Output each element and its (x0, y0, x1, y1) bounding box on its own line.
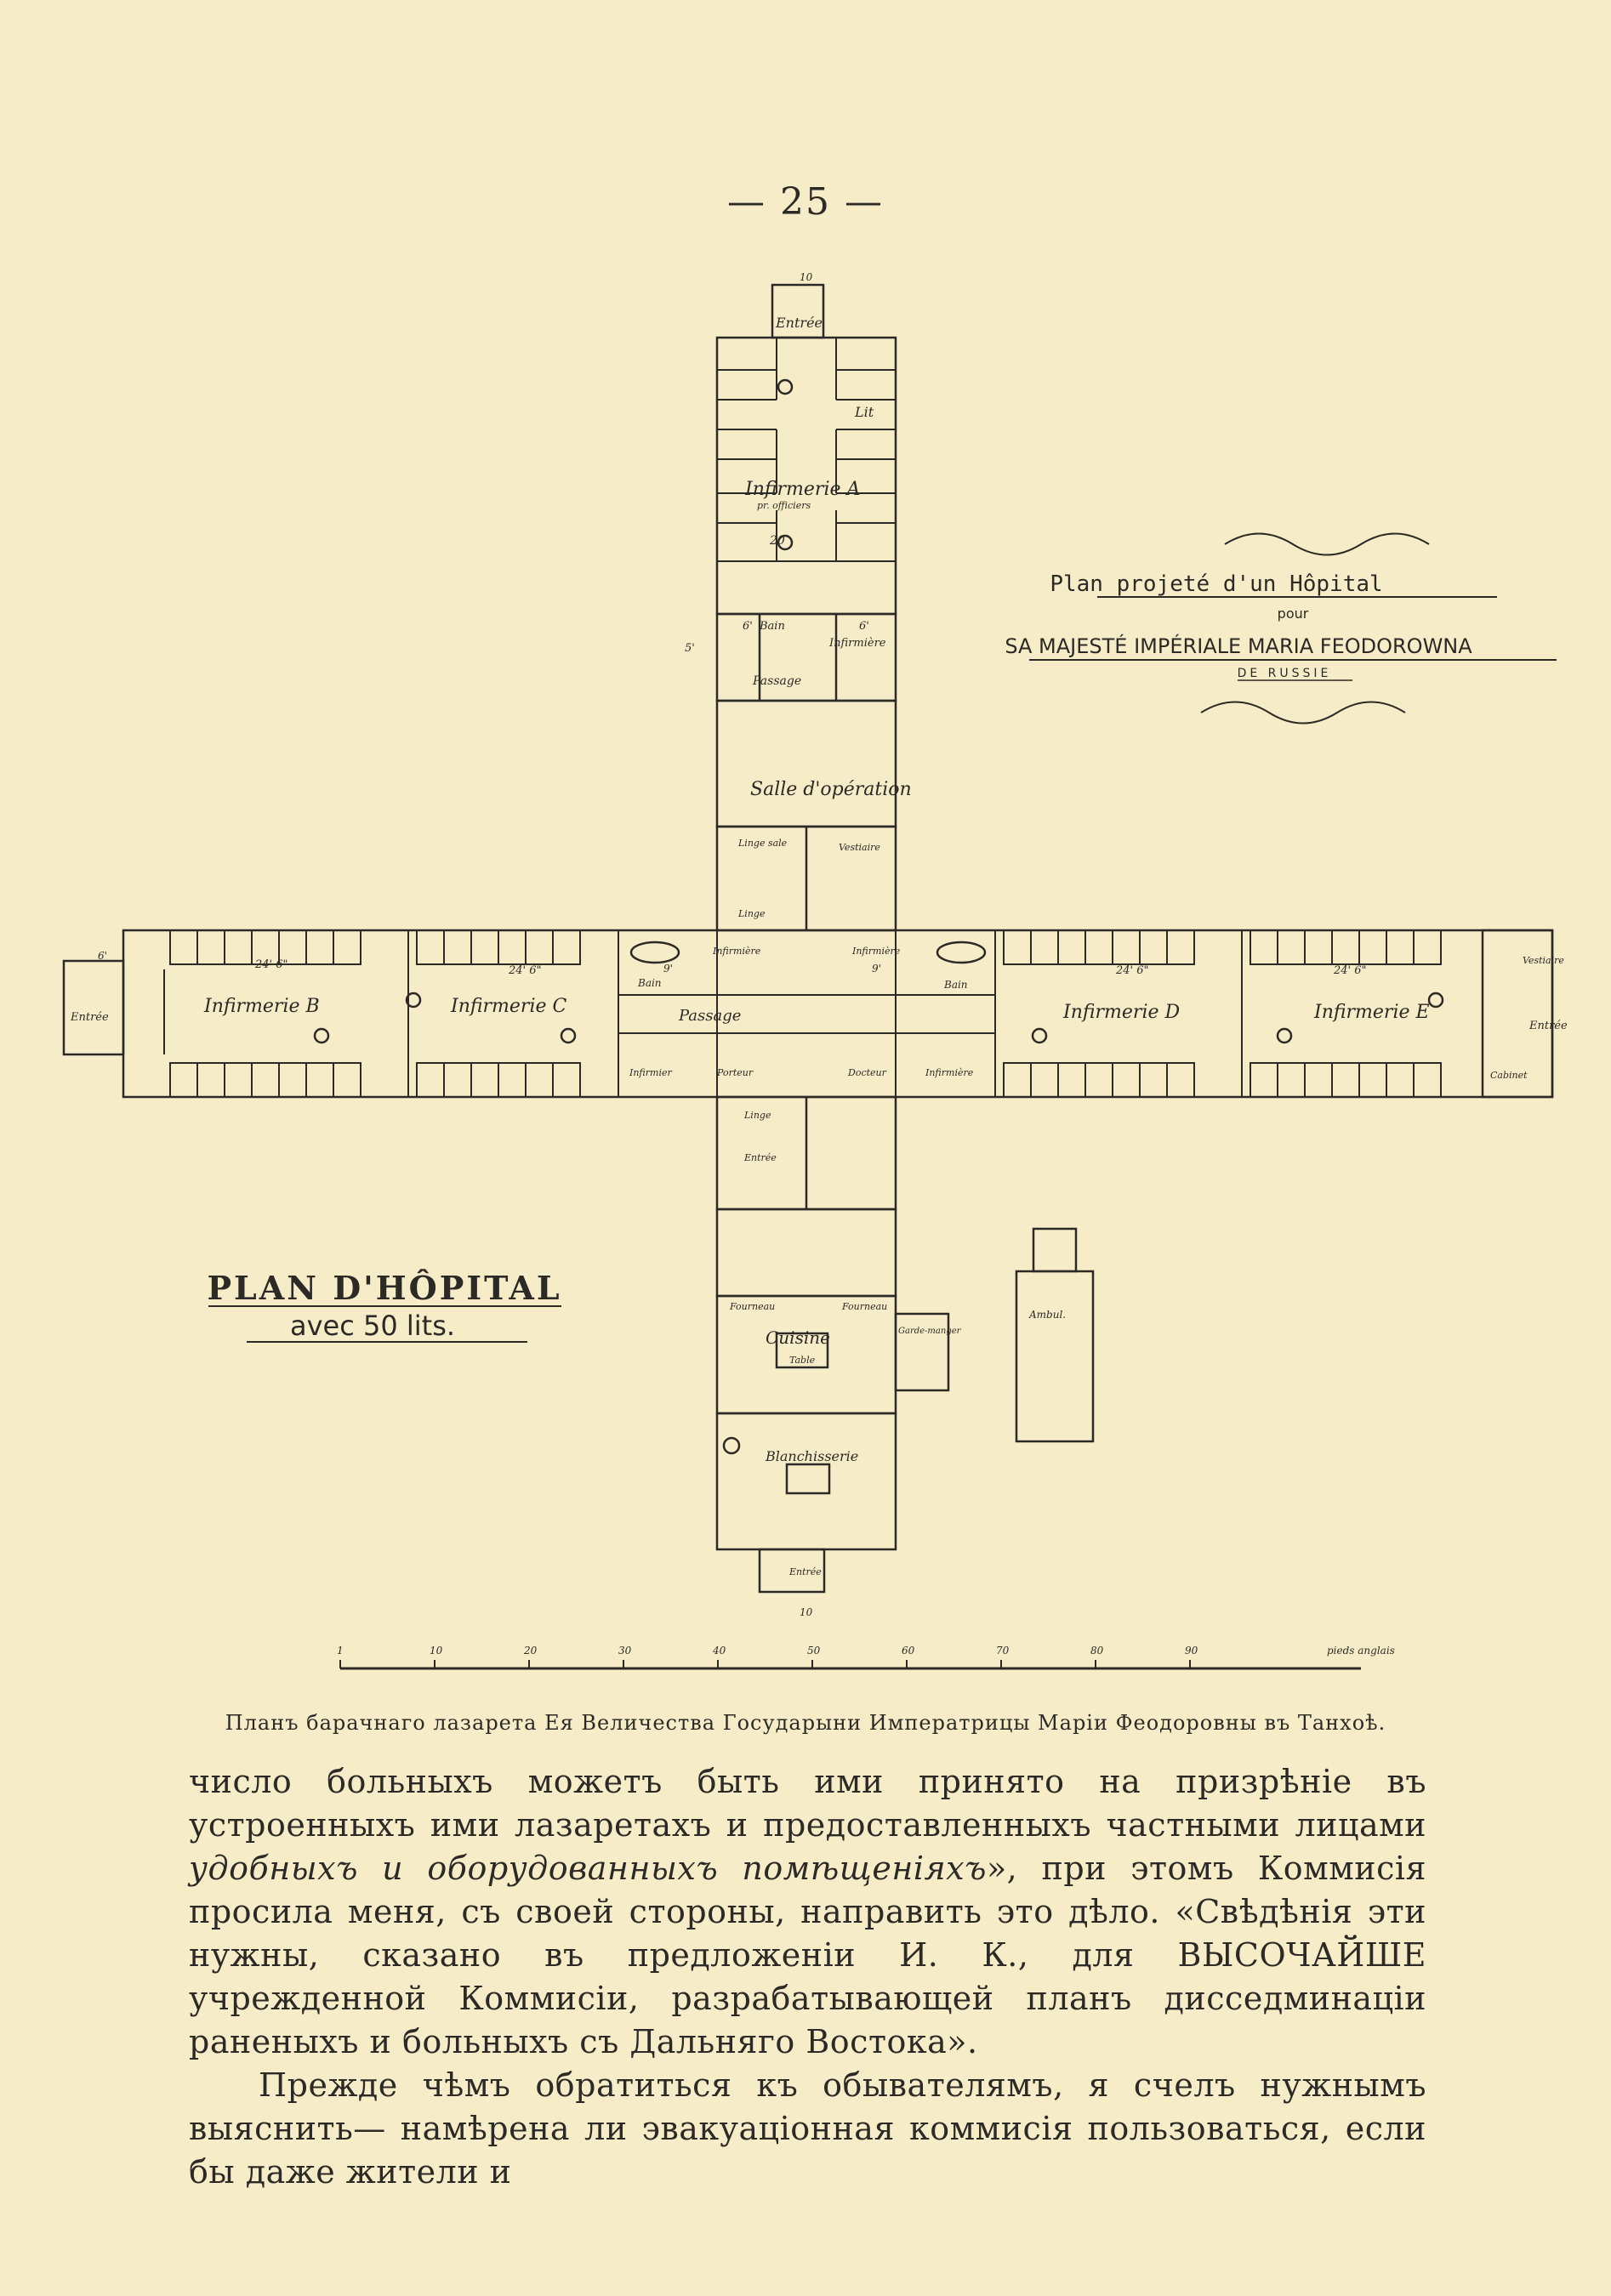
label-infirmiere-l: Infirmière (713, 946, 761, 957)
ornament-bottom-icon (1201, 702, 1405, 724)
label-fourneau-l: Fourneau (730, 1301, 776, 1312)
plan-subtitle-line1: PLAN D'HÔPITAL (207, 1269, 562, 1307)
scale-tick: 60 (902, 1645, 915, 1657)
paragraph-1-emphasis: удобныхъ и оборудованныхъ помѣщеніяхъ (189, 1850, 987, 1887)
label-ambulance: Ambul. (1029, 1309, 1067, 1321)
label-bain-l: Bain (638, 977, 662, 989)
page-number: — 25 — (727, 180, 884, 224)
label-vestiaire: Vestiaire (839, 842, 880, 853)
label-infirmier: Infirmier (629, 1067, 672, 1078)
scale-tick: 20 (524, 1645, 538, 1657)
label-infirmiere-a: Infirmière (829, 637, 886, 650)
paragraph-1-part1: число больныхъ можетъ быть ими принято на призрѣніе въ устроенныхъ ими лазаретахъ и предоставленныхъ частными лицами (189, 1763, 1426, 1844)
wall-blanchisserie (717, 1413, 896, 1549)
scale-tick: 1 (337, 1645, 344, 1657)
label-dim-5: 5' (685, 642, 695, 655)
label-dim-10b: 10 (800, 1606, 813, 1618)
wall-ambul-porch (1033, 1229, 1076, 1271)
wall-ambul (1016, 1271, 1093, 1441)
label-dim-20: 20 (770, 534, 785, 548)
label-infirmerie-d: Infirmerie D (1063, 1002, 1181, 1023)
label-garde-manger: Garde-manger (898, 1327, 961, 1336)
label-bain-a: Bain (760, 620, 785, 633)
figure-caption: Планъ барачнаго лазарета Ея Величества Государыни Императрицы Маріи Феодоровны въ Танхоѣ. (225, 1711, 1386, 1735)
label-infirmerie-a: Infirmerie A (745, 479, 861, 500)
label-linge-sale: Linge sale (738, 838, 788, 849)
scale-tick: 40 (713, 1645, 726, 1657)
scale-tick: 50 (807, 1645, 821, 1657)
label-cuisine: Cuisine (766, 1327, 830, 1348)
label-infirmiere-r: Infirmière (852, 946, 901, 957)
label-infirmerie-b: Infirmerie B (204, 996, 320, 1017)
label-passage-center: Passage (679, 1007, 742, 1025)
scale-tick: 10 (430, 1645, 443, 1657)
label-dim-24a: 24' 6" (255, 958, 288, 971)
wall-service (717, 1209, 896, 1296)
label-officiers: pr. officiers (757, 500, 811, 511)
label-table: Table (789, 1355, 816, 1366)
label-dim-24d: 24' 6" (1334, 964, 1367, 977)
wall-operation (717, 701, 896, 827)
paragraph-1-part2: », при этомъ Коммисія просила меня, съ своей стороны, направить это дѣло. «Свѣдѣнія эти нужны, сказано въ предложеніи И. К., для ВЫСОЧАЙШЕ учрежденной Коммисіи, разрабатывающей планъ дисседминаціи раненыхъ и больныхъ съ Дальняго Востока». (189, 1850, 1426, 2060)
scale-tick: 80 (1090, 1645, 1104, 1657)
wall-entree-left (64, 961, 123, 1054)
label-dim-24b: 24' 6" (509, 964, 542, 977)
label-docteur: Docteur (848, 1067, 886, 1078)
label-porteur: Porteur (717, 1067, 754, 1078)
label-infirmerie-e: Infirmerie E (1314, 1002, 1430, 1023)
scale-tick: 70 (996, 1645, 1010, 1657)
body-text (189, 1760, 1426, 2194)
plan-title-line4: DE RUSSIE (1237, 667, 1332, 680)
label-vestiaire-r: Vestiaire (1523, 955, 1564, 966)
plan-title-line1: Plan projeté d'un Hôpital (1050, 571, 1383, 597)
label-entree-bottom: Entrée (789, 1566, 822, 1577)
label-lit: Lit (855, 404, 874, 420)
label-dim-10: 10 (800, 271, 813, 283)
plan-subtitle-line2: avec 50 lits. (289, 1310, 456, 1342)
wall-infirmerie-a (717, 338, 896, 614)
scale-tick: 30 (618, 1645, 632, 1657)
label-cabinet-right: Cabinet (1490, 1070, 1528, 1081)
label-dim-6b: 6' (859, 620, 869, 633)
label-dim-6a: 6' (743, 620, 753, 633)
label-infirmerie-c: Infirmerie C (451, 996, 567, 1017)
label-linge-b: Linge (744, 1110, 771, 1121)
label-bain-r: Bain (944, 979, 968, 991)
label-dim-6c: 6' (98, 950, 107, 962)
label-entree-left: Entrée (71, 1011, 109, 1024)
label-passage-a: Passage (753, 674, 802, 688)
label-infirmiere-bl: Infirmière (925, 1067, 974, 1078)
label-dim-9a: 9' (663, 963, 673, 975)
paragraph-1 (189, 1760, 1426, 2064)
plan-title-line2: pour (1277, 605, 1309, 622)
paragraph-2: Прежде чѣмъ обратиться къ обывателямъ, я счелъ нужнымъ выяснить— намѣрена ли эвакуаціонная коммисія пользоваться, если бы даже жители и (189, 2066, 1426, 2191)
label-blanchisserie: Blanchisserie (766, 1448, 859, 1464)
label-entree-b: Entrée (744, 1152, 777, 1163)
label-dim-9b: 9' (872, 963, 881, 975)
label-salle-operation: Salle d'opération (750, 779, 912, 800)
label-entree-top: Entrée (776, 315, 823, 331)
label-fourneau-r: Fourneau (842, 1301, 888, 1312)
plan-title-line3: SA MAJESTÉ IMPÉRIALE MARIA FEODOROWNA (1005, 634, 1472, 658)
ornament-top-icon (1225, 534, 1429, 555)
label-dim-24c: 24' 6" (1116, 964, 1149, 977)
scale-label: pieds anglais (1327, 1645, 1395, 1657)
label-entree-right: Entrée (1529, 1020, 1568, 1032)
wall-garde-manger (896, 1314, 948, 1390)
label-linge: Linge (738, 908, 766, 919)
scale-tick: 90 (1185, 1645, 1198, 1657)
